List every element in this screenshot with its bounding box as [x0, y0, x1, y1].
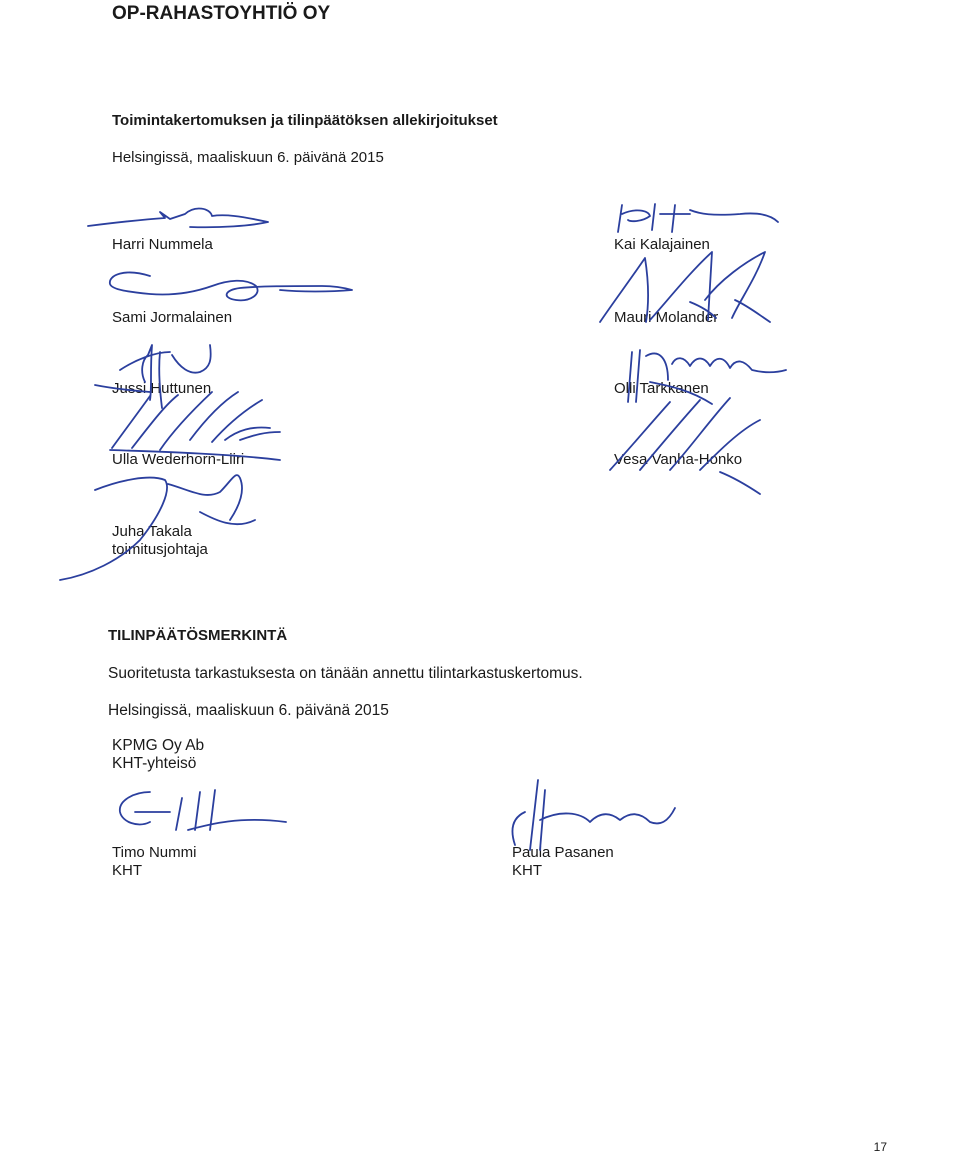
signer-name-mauri-molander: Mauri Molander: [614, 309, 719, 326]
signature-vesa-vanha-honko: [610, 398, 760, 494]
signature-paula-pasanen: [512, 780, 675, 850]
signer-name-ulla-wederhorn-liiri: Ulla Wederhorn-Liiri: [112, 451, 245, 468]
auditor-name-timo-nummi: Timo Nummi: [112, 844, 197, 861]
signature-jussi-huttunen: [95, 345, 211, 408]
signer-role-ceo: toimitusjohtaja: [112, 541, 208, 558]
auditor-title-timo-nummi: KHT: [112, 862, 142, 879]
signer-name-vesa-vanha-honko: Vesa Vanha-Honko: [614, 451, 743, 468]
signer-name-harri-nummela: Harri Nummela: [112, 236, 213, 253]
auditor-title-paula-pasanen: KHT: [512, 862, 542, 879]
audit-firm-type: KHT-yhteisö: [112, 755, 197, 772]
audit-place-date: Helsingissä, maaliskuun 6. päivänä 2015: [108, 702, 389, 719]
audit-note-title: TILINPÄÄTÖSMERKINTÄ: [108, 627, 288, 644]
signer-name-kai-kalajainen: Kai Kalajainen: [614, 236, 710, 253]
signature-sami-jormalainen: [110, 272, 352, 300]
place-date: Helsingissä, maaliskuun 6. päivänä 2015: [112, 149, 384, 166]
signature-kai-kalajainen: [618, 204, 778, 232]
page-number: 17: [873, 1140, 887, 1154]
auditor-name-paula-pasanen: Paula Pasanen: [512, 844, 614, 861]
signer-name-sami-jormalainen: Sami Jormalainen: [112, 309, 233, 326]
signer-name-jussi-huttunen: Jussi Huttunen: [112, 380, 212, 397]
signature-harri-nummela: [88, 208, 268, 227]
audit-firm: KPMG Oy Ab: [112, 737, 205, 754]
company-name: OP-RAHASTOYHTIÖ OY: [112, 3, 331, 24]
signature-timo-nummi: [120, 790, 286, 830]
signer-name-juha-takala: Juha Takala: [112, 523, 192, 540]
signature-ulla-wederhorn-liiri: [110, 392, 280, 460]
audit-statement: Suoritetusta tarkastuksesta on tänään annettu tilintarkastuskertomus.: [108, 665, 583, 682]
signer-name-olli-tarkkanen: Olli Tarkkanen: [614, 380, 709, 397]
signatures-heading: Toimintakertomuksen ja tilinpäätöksen allekirjoitukset: [112, 112, 498, 129]
